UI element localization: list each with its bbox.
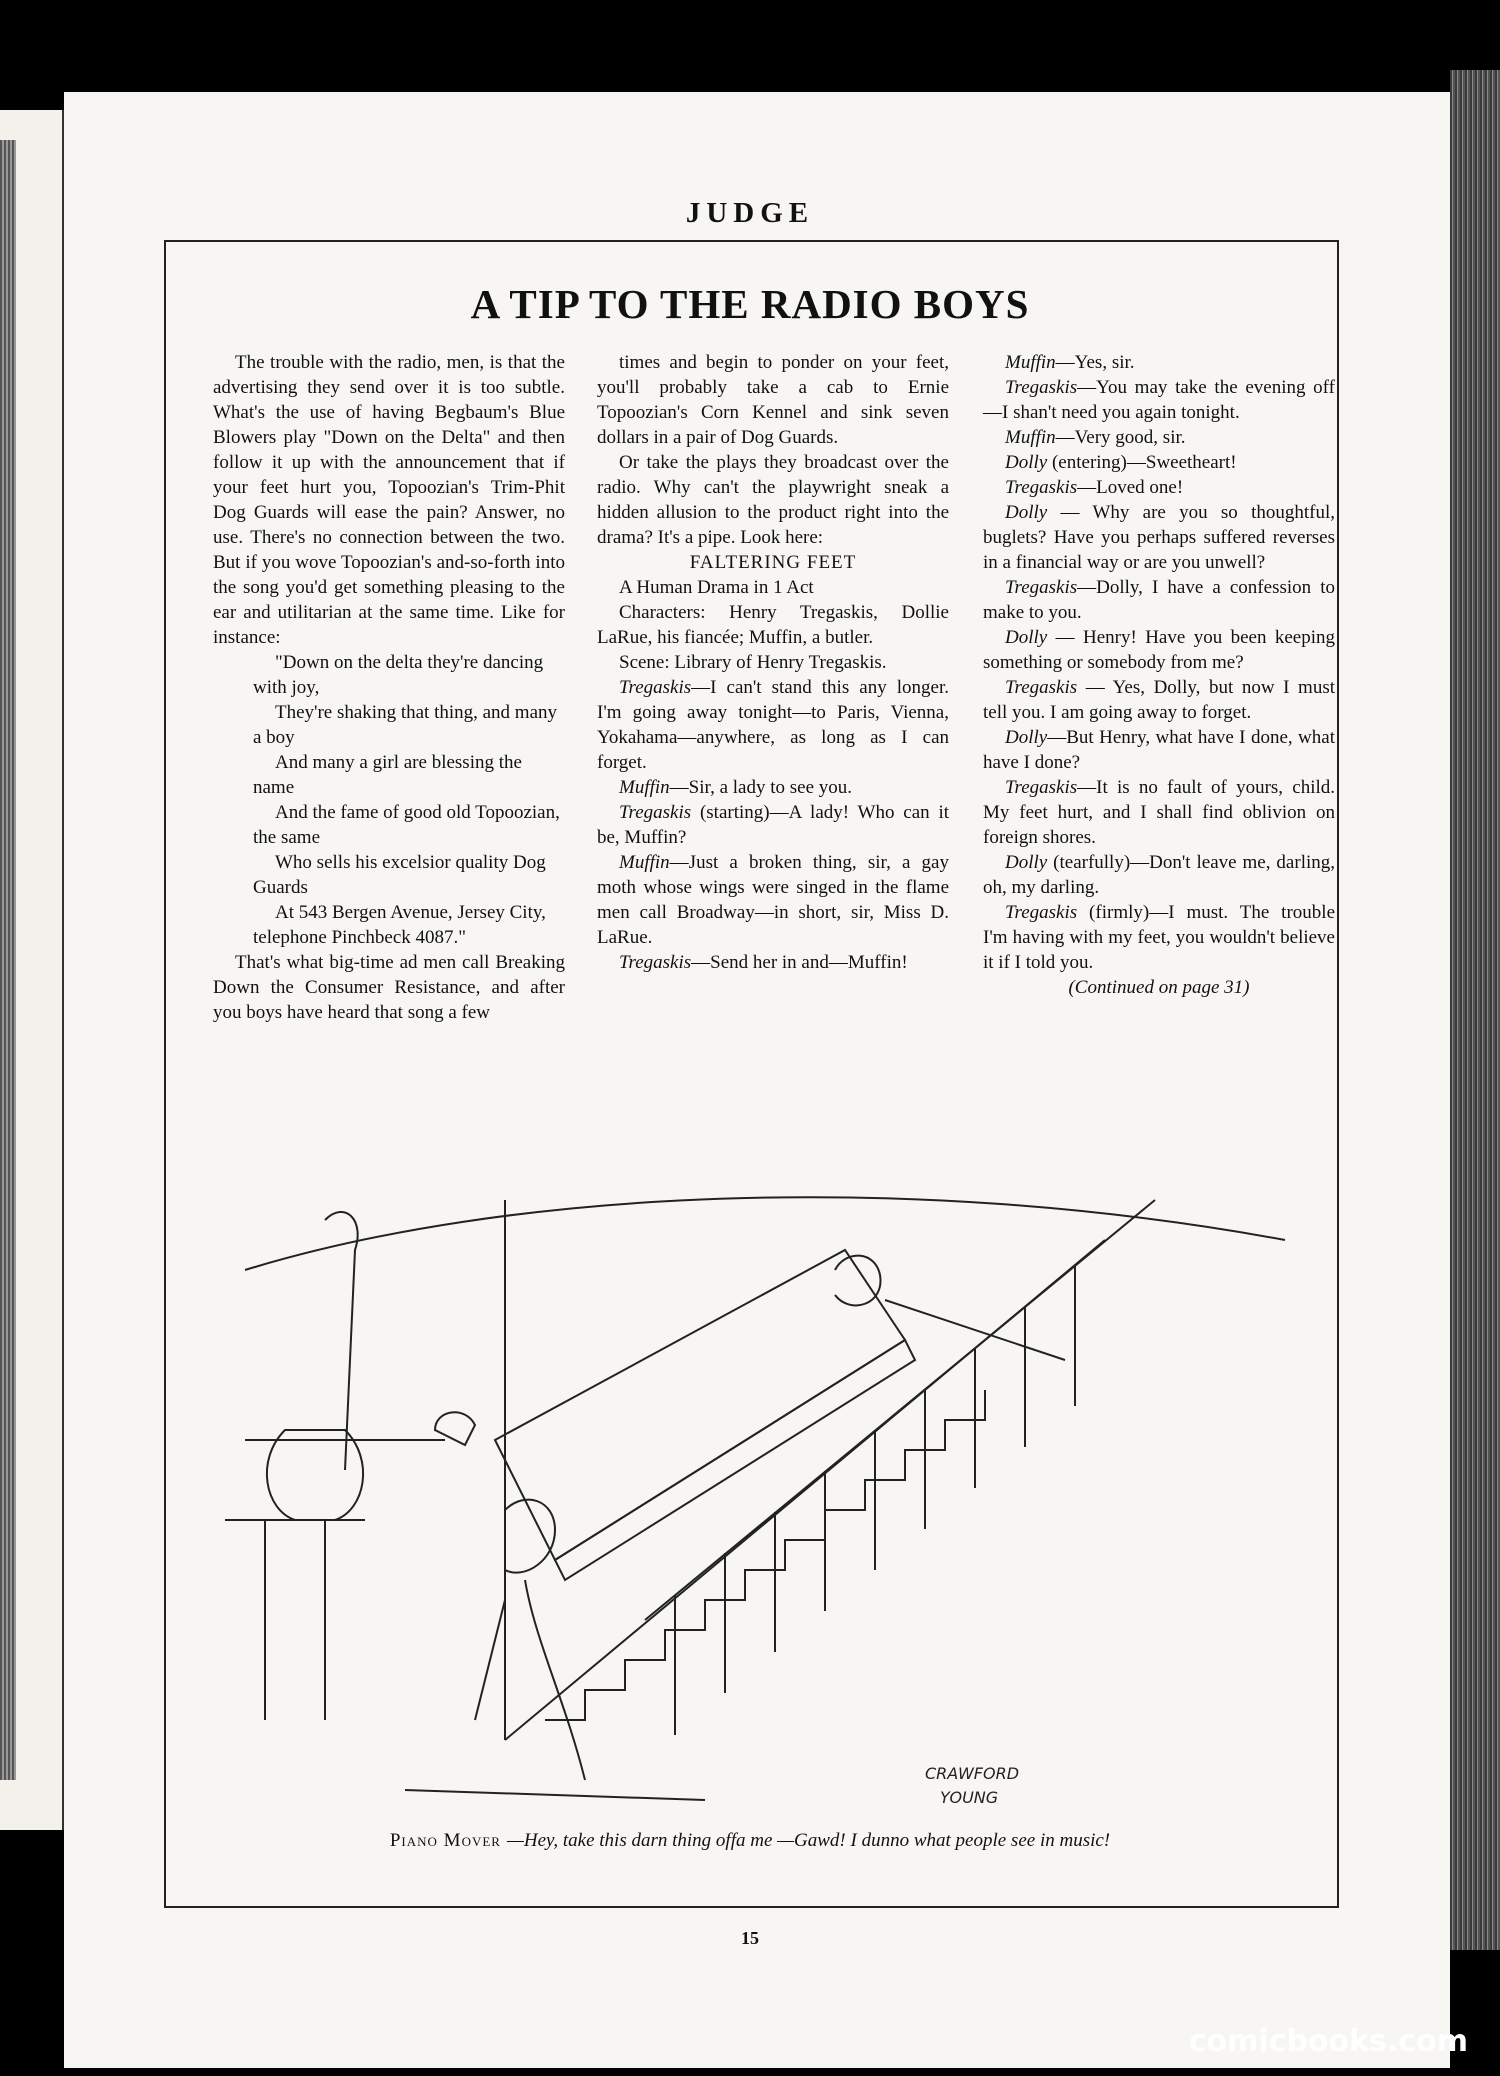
vase	[267, 1430, 363, 1520]
banister-rail	[645, 1200, 1155, 1620]
upper-mover-figure	[835, 1256, 1065, 1360]
page-number: 15	[741, 1928, 759, 1948]
line-text: —You may take the evening off—I shan't need you again tonight.	[983, 377, 1335, 423]
play-subtitle: A Human Drama in 1 Act	[619, 577, 814, 598]
dialogue-line	[983, 450, 1335, 475]
speaker: Muffin	[619, 852, 670, 873]
line-text: (tearfully)—Don't leave me, darling, oh, my darling.	[983, 852, 1335, 898]
dialogue-line	[983, 425, 1335, 450]
floor-line	[405, 1790, 705, 1800]
verse-line: "Down on the delta they're dancing with joy,	[253, 652, 544, 698]
dialogue-line	[983, 575, 1335, 625]
cartoon-illustration	[205, 1180, 1315, 1820]
play-scene: Scene: Library of Henry Tregaskis.	[619, 652, 887, 673]
dialogue-line	[597, 950, 949, 975]
dialogue-line	[983, 725, 1335, 775]
cartoon-caption	[0, 1830, 1500, 1852]
paragraph: That's what big-time ad men call Breaking Down the Consumer Resistance, and after you boys have heard that song a few	[213, 952, 565, 1023]
speaker: Dolly	[1005, 452, 1048, 473]
caption-speaker: Piano Mover	[389, 1830, 501, 1851]
ceiling-curve	[245, 1197, 1285, 1270]
line-text: —Sir, a lady to see you.	[669, 777, 853, 798]
piano-keys	[555, 1340, 915, 1580]
line-text: —Yes, sir.	[1055, 352, 1135, 373]
dialogue-line	[597, 775, 949, 800]
verse-line: And the fame of good old Topoozian, the same	[253, 802, 560, 848]
speaker: Dolly	[1005, 502, 1048, 523]
verse-line: And many a girl are blessing the name	[253, 752, 522, 798]
speaker: Dolly	[1005, 852, 1048, 873]
left-book-edge	[0, 140, 16, 1780]
artist-signature	[920, 1755, 1030, 1815]
dialogue-line	[597, 675, 949, 775]
verse	[213, 650, 565, 950]
continued-note: (Continued on page 31)	[1068, 977, 1250, 998]
dialogue-line	[983, 775, 1335, 850]
speaker: Tregaskis	[1005, 477, 1078, 498]
dialogue-line	[983, 625, 1335, 675]
site-watermark: comicbooks.com	[1188, 2024, 1468, 2059]
dialogue-line	[983, 900, 1335, 975]
speaker: Tregaskis	[1005, 777, 1078, 798]
side-table	[225, 1520, 365, 1720]
speaker: Tregaskis	[1005, 902, 1078, 923]
article-column-1	[213, 350, 565, 1025]
svg-text:CRAWFORD: CRAWFORD	[925, 1764, 1020, 1783]
banister-balusters	[675, 1266, 1075, 1735]
speaker: Tregaskis	[619, 952, 692, 973]
line-text: (starting)—A lady! Who can it be, Muffin?	[597, 802, 949, 848]
dialogue-line	[983, 350, 1335, 375]
dialogue-line	[983, 375, 1335, 425]
line-text: (firmly)—I must. The trouble I'm having with my feet, you wouldn't believe it if I told you.	[983, 902, 1335, 973]
speaker: Tregaskis	[619, 677, 692, 698]
line-text: (entering)—Sweetheart!	[1047, 452, 1237, 473]
speaker: Dolly	[1005, 727, 1048, 748]
line-text: —I can't stand this any longer. I'm going away tonight—to Paris, Vienna, Yokahama—anywhere, as long as I can forget.	[597, 677, 949, 773]
dialogue-line	[983, 475, 1335, 500]
line-text: —It is no fault of yours, child. My feet hurt, and I shall find oblivion on foreign shores.	[983, 777, 1335, 848]
verse-line: At 543 Bergen Avenue, Jersey City, telephone Pinchbeck 4087."	[253, 902, 546, 948]
line-text: —Loved one!	[1077, 477, 1184, 498]
stair-steps	[545, 1390, 985, 1720]
dialogue-line	[983, 500, 1335, 575]
line-text: — Henry! Have you been keeping something or somebody from me?	[983, 627, 1335, 673]
article-column-2	[597, 350, 949, 975]
dialogue-line	[597, 850, 949, 950]
dialogue-line	[983, 675, 1335, 725]
paragraph: The trouble with the radio, men, is that the advertising they send over it is too subtle. What's the use of having Begbaum's Blue Blowers play "Down on the Delta" and then follow it up with the announcement that if your feet hurt you, Topoozian's Trim-Phit Dog Guards will ease the pain? Answer, no use. There's no connection between the two. But if you wove Topoozian's and-so-forth into the song you'd get something pleasing to the ear and utilitarian at the same time. Like for instance:	[213, 352, 565, 648]
speaker: Tregaskis	[1005, 677, 1078, 698]
speaker: Tregaskis	[1005, 577, 1078, 598]
svg-text:YOUNG: YOUNG	[940, 1788, 999, 1807]
speaker: Tregaskis	[1005, 377, 1078, 398]
line-text: —Just a broken thing, sir, a gay moth whose wings were singed in the flame men call Broadway—in short, sir, Miss D. LaRue.	[597, 852, 949, 948]
line-text: —Very good, sir.	[1055, 427, 1186, 448]
line-text: —Dolly, I have a confession to make to you.	[983, 577, 1335, 623]
right-book-edge	[1450, 70, 1500, 1950]
running-head: JUDGE	[685, 197, 815, 229]
caption-text: —Hey, take this darn thing offa me —Gawd! I dunno what people see in music!	[506, 1830, 1111, 1851]
play-title: FALTERING FEET	[689, 552, 857, 573]
article-column-3	[983, 350, 1335, 1000]
speaker: Tregaskis	[619, 802, 692, 823]
line-text: —Send her in and—Muffin!	[691, 952, 908, 973]
speaker: Dolly	[1005, 627, 1048, 648]
dialogue-line	[597, 800, 949, 850]
speaker: Muffin	[1005, 427, 1056, 448]
line-text: — Why are you so thoughtful, buglets? Have you perhaps suffered reverses in a financial way or are you unwell?	[983, 502, 1335, 573]
line-text: — Yes, Dolly, but now I must tell you. I am going away to forget.	[983, 677, 1335, 723]
piano-mover-figure	[475, 1500, 585, 1780]
article-headline: A TIP TO THE RADIO BOYS	[470, 281, 1030, 327]
line-text: —But Henry, what have I done, what have I done?	[983, 727, 1335, 773]
speaker: Muffin	[1005, 352, 1056, 373]
verse-line: Who sells his excelsior quality Dog Guards	[253, 852, 546, 898]
paragraph: Or take the plays they broadcast over the radio. Why can't the playwright sneak a hidden allusion to the product right into the drama? It's a pipe. Look here:	[597, 452, 949, 548]
play-characters: Characters: Henry Tregaskis, Dollie LaRue, his fiancée; Muffin, a butler.	[597, 602, 949, 648]
paragraph: times and begin to ponder on your feet, you'll probably take a cab to Ernie Topoozian's Corn Kennel and sink seven dollars in a pair of Dog Guards.	[597, 352, 949, 448]
speaker: Muffin	[619, 777, 670, 798]
verse-line: They're shaking that thing, and many a boy	[253, 702, 558, 748]
dialogue-line	[983, 850, 1335, 900]
